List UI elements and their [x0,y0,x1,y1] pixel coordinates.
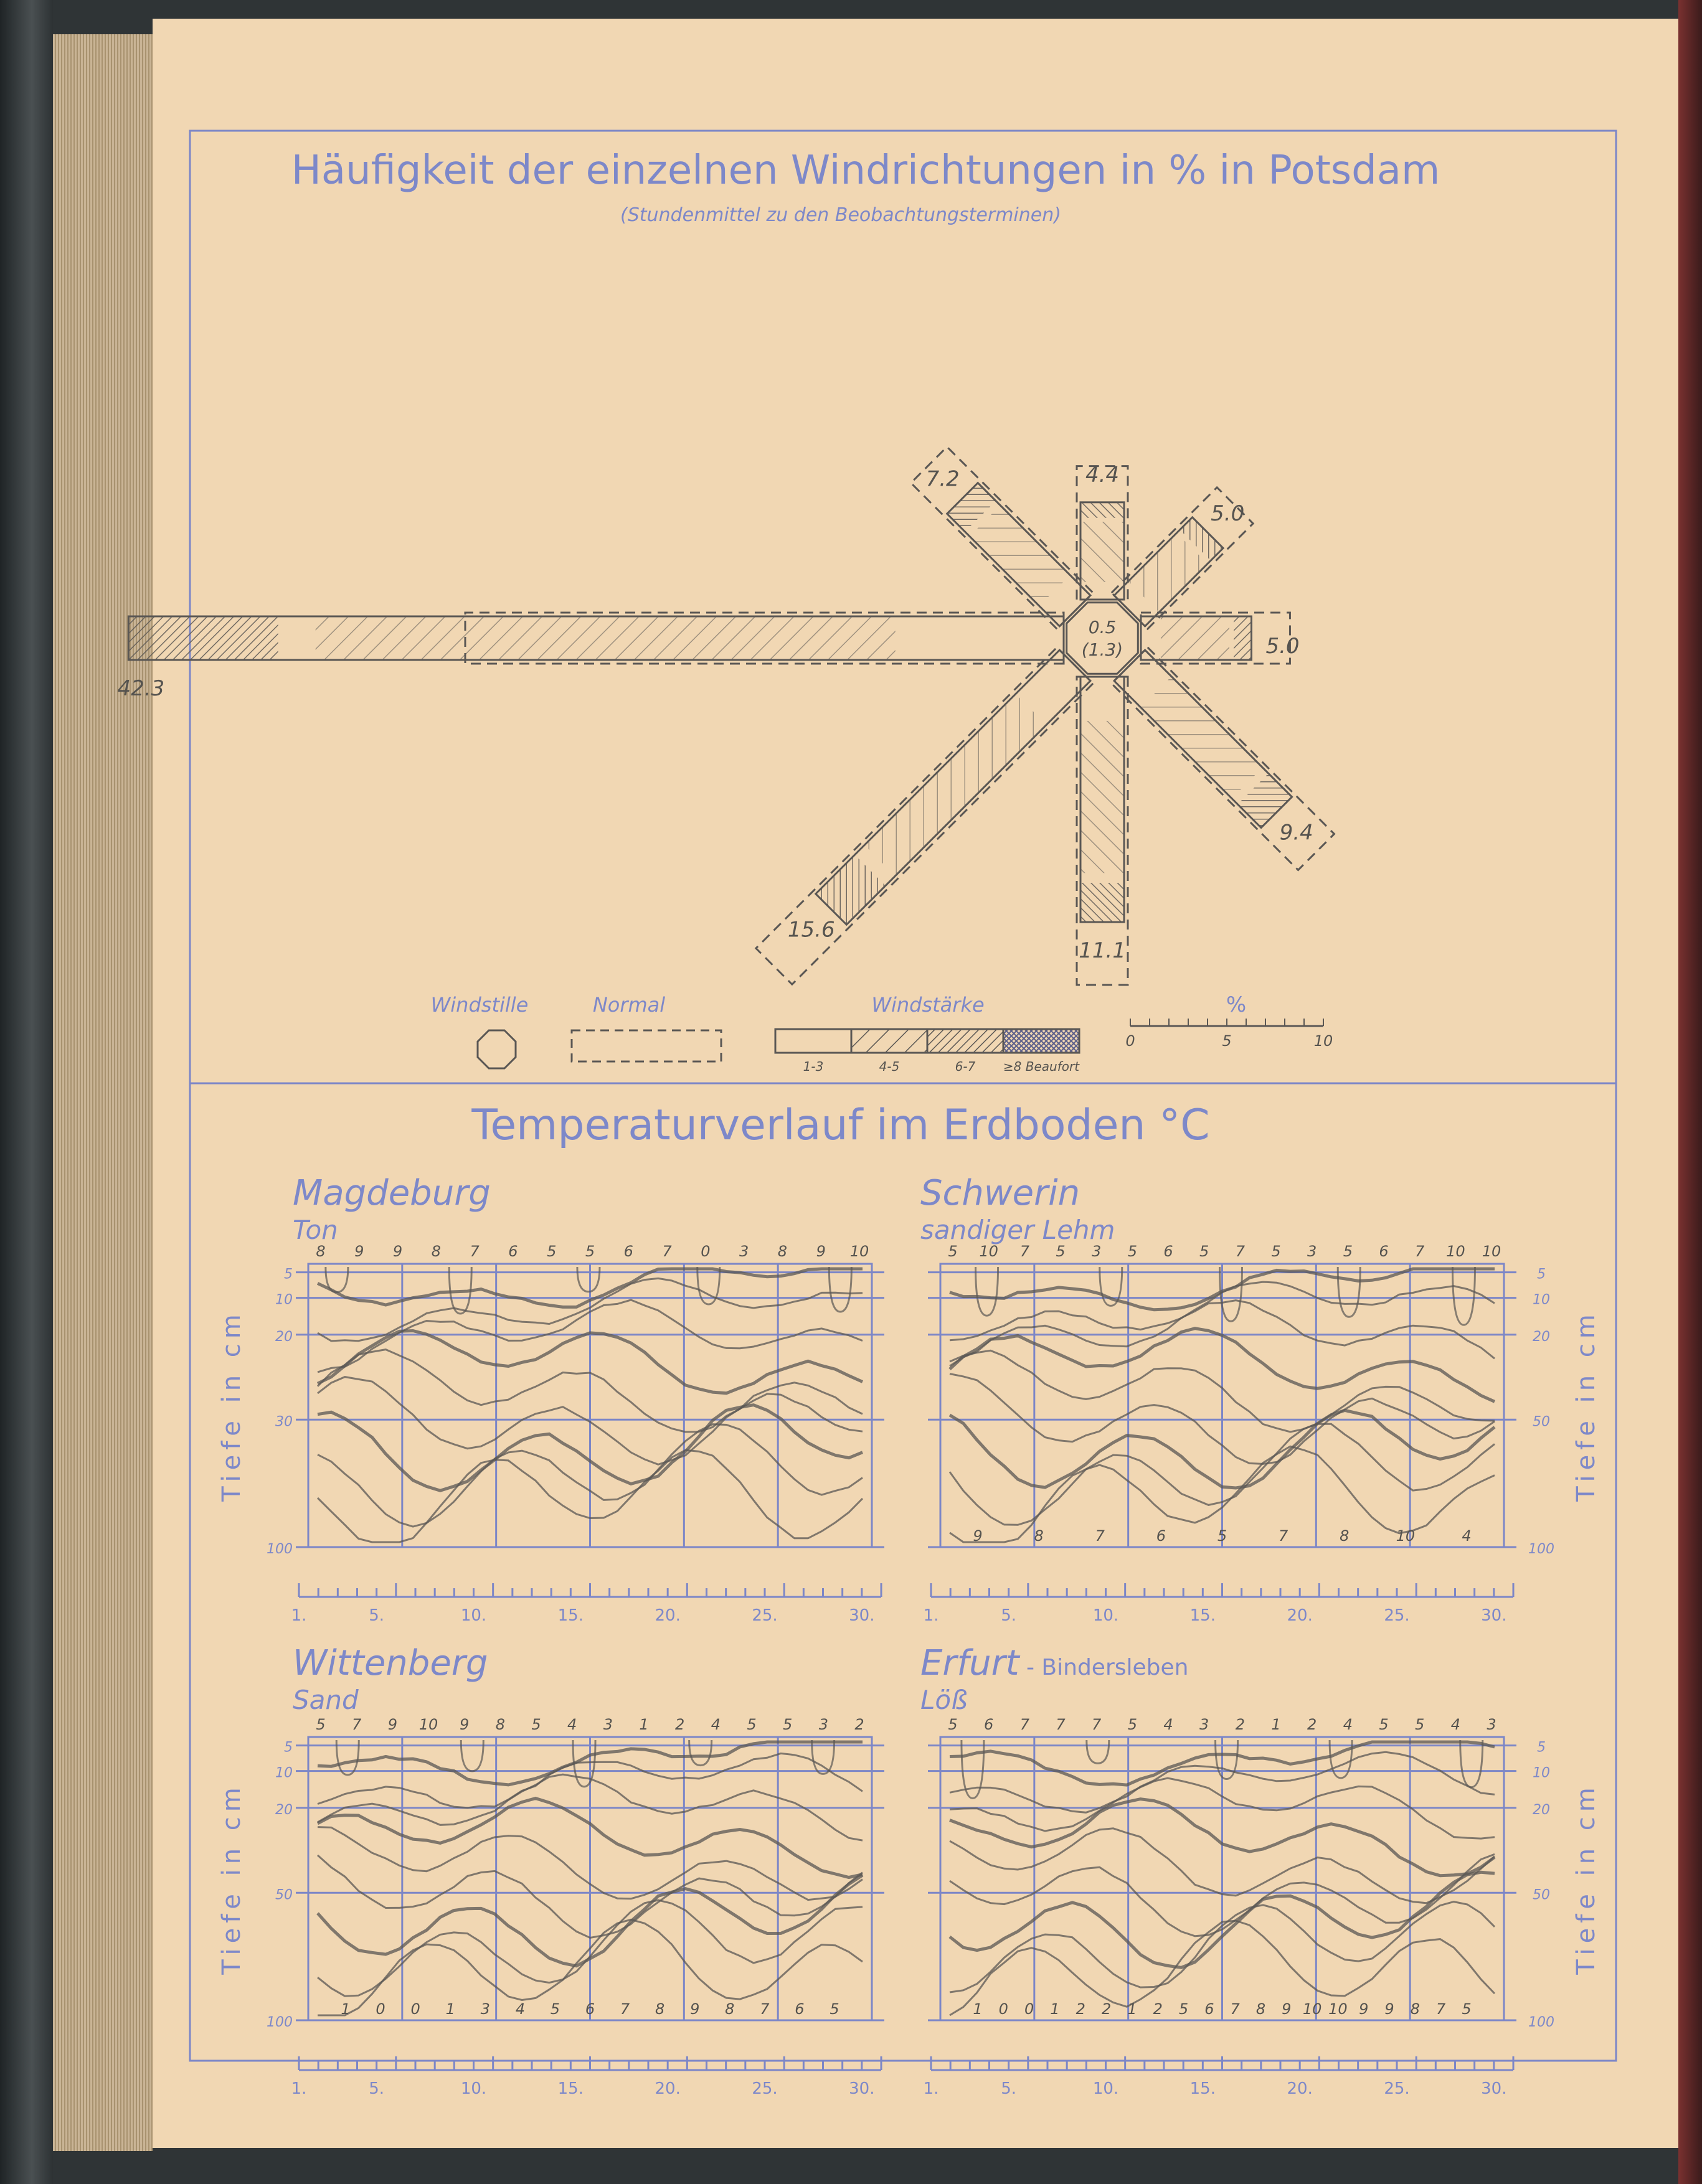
isotherm-label: 7 [620,2000,630,2018]
isotherm-label: 1 [973,2000,983,2018]
wind-value-se: 9.4 [1279,820,1313,845]
isotherm-label: 2 [1307,1716,1317,1733]
isotherm-label: 8 [655,2000,665,2018]
isotherm-label: 1 [639,1716,649,1733]
wind-value-e: 5.0 [1265,634,1300,659]
isotherm-label: 5 [1178,2000,1189,2018]
wind-value-sw: 15.6 [787,917,835,943]
isotherm-label: 5 [1462,2000,1472,2018]
day-tick-label-wittenberg: 10. [460,2079,487,2098]
isotherm-label: 4 [1343,1716,1353,1733]
isotherm-label: 0 [701,1243,711,1260]
isotherm-label: 10 [979,1243,998,1260]
day-tick-label-magdeburg: 15. [557,1606,584,1625]
surface-loop [976,1267,998,1316]
wind-subtitle: (Stundenmittel zu den Beobachtungsterminen) [620,204,1061,226]
isotherm-label: 6 [795,2000,805,2018]
isotherm-label: 4 [515,2000,525,2018]
isotherm-label: 8 [1255,2000,1266,2018]
isotherm-label: 7 [1056,1716,1066,1733]
isotherm-label: 10 [418,1716,438,1733]
isotherm-label: 7 [1092,1716,1102,1733]
isotherm-label: 9 [690,2000,700,2018]
isotherm-label: 8 [431,1243,441,1260]
isotherm-label: 2 [675,1716,685,1733]
legend-strength-class-4: ≥8 Beaufort [1003,1059,1080,1074]
isotherm-label: 5 [1056,1243,1066,1260]
isotherm-label: 3 [1092,1243,1102,1260]
wind-arm-strong-n [1080,502,1124,518]
isotherm-label: 3 [1487,1716,1496,1733]
day-tick-label-schwerin: 5. [1001,1606,1017,1625]
isotherm-label: 9 [973,1527,983,1545]
isotherm-label: 8 [316,1243,326,1260]
calm-value-normal: (1.3) [1081,639,1123,660]
surface-loop [689,1740,712,1766]
surface-loop [577,1267,600,1292]
day-tick-label-schwerin: 1. [923,1606,939,1625]
isotherm-label: 7 [1095,1527,1105,1545]
depth-label-wittenberg: 5 [284,1739,293,1756]
wind-arm-hatch-e [1161,616,1229,660]
isotherm-label: 5 [783,1716,793,1733]
isotherm-label: 3 [1199,1716,1209,1733]
isotherm-label: 9 [816,1243,826,1260]
day-tick-label-magdeburg: 20. [655,1606,681,1625]
day-tick-label-erfurt: 15. [1189,2079,1216,2098]
isotherm-label: 7 [1019,1243,1029,1260]
day-tick-label-wittenberg: 25. [752,2079,778,2098]
day-tick-label-magdeburg: 10. [460,1606,487,1625]
day-tick-label-magdeburg: 5. [369,1606,385,1625]
isotherm-label: 10 [1302,2000,1322,2018]
legend-strength-label: Windstärke [871,993,985,1017]
legend-strength-swatch-4 [1003,1029,1079,1053]
isotherm-label: 4 [567,1716,577,1733]
soil-panels [217,1173,1600,2098]
isotherm-label: 6 [1379,1243,1389,1260]
isotherm-label: 9 [387,1716,397,1733]
wind-legend [431,992,1333,1074]
isotherm-label: 2 [1101,2000,1112,2018]
station-name-erfurt: Erfurt [920,1643,1019,1683]
isotherm-label: 9 [1359,2000,1369,2018]
day-tick-label-erfurt: 1. [923,2079,939,2098]
isotherm-label: 4 [711,1716,721,1733]
isotherm-label: 8 [1034,1527,1044,1545]
day-tick-label-erfurt: 5. [1001,2079,1017,2098]
soil-panel-erfurt [920,1643,1600,2098]
depth-label-magdeburg: 30 [275,1414,293,1430]
depth-label-magdeburg: 5 [284,1266,293,1283]
depth-axis-label-erfurt: Tiefe in cm [1572,1782,1600,1975]
isotherm-label: 7 [1415,1243,1425,1260]
isotherm-label: 7 [662,1243,672,1260]
surface-loop [1087,1740,1109,1763]
soil-type-schwerin: sandiger Lehm [920,1215,1115,1245]
wind-arm-hatch-w [316,616,896,660]
isotherm-label: 7 [1019,1716,1029,1733]
isotherm-label: 7 [1436,2000,1446,2018]
legend-normal-label: Normal [592,993,666,1017]
depth-label-magdeburg: 20 [275,1329,293,1345]
depth-label-erfurt: 5 [1537,1739,1546,1756]
isotherm-label: 8 [1340,1527,1350,1545]
soil-title: Temperaturverlauf im Erdboden °C [471,1101,1210,1150]
isotherm-label: 5 [948,1243,958,1260]
isotherm-label: 10 [1446,1243,1465,1260]
station-name-magdeburg: Magdeburg [293,1173,491,1213]
legend-strength-class-3: 6-7 [955,1059,976,1074]
legend-normal-box [572,1030,721,1061]
surface-loop [1452,1267,1475,1325]
isotherm-label: 5 [585,1243,595,1260]
isotherm-label: 5 [1199,1243,1209,1260]
isotherm-label: 5 [948,1716,958,1733]
isotherm-label: 5 [1379,1716,1389,1733]
station-name-schwerin: Schwerin [920,1173,1080,1213]
isotherm-label: 5 [1127,1716,1137,1733]
isotherm-label: 0 [998,2000,1008,2018]
isotherm-label: 9 [354,1243,364,1260]
legend-strength-swatch-2 [851,1029,927,1053]
isotherm-label: 10 [1482,1243,1501,1260]
calm-value: 0.5 [1088,617,1117,638]
isotherm-label: 0 [1024,2000,1034,2018]
wind-value-nw: 7.2 [925,466,960,492]
isotherm-label: 3 [480,2000,490,2018]
depth-label-wittenberg: 50 [275,1887,293,1903]
isotherm-label: 6 [984,1716,994,1733]
legend-strength-bar [775,1029,1080,1074]
wind-arm-hatch-s [1080,721,1124,873]
day-tick-label-magdeburg: 25. [752,1606,778,1625]
depth-label-schwerin: 20 [1533,1329,1550,1345]
soil-type-magdeburg: Ton [293,1215,338,1245]
isotherm-label: 8 [1410,2000,1421,2018]
day-tick-label-schwerin: 30. [1481,1606,1507,1625]
soil-type-erfurt: Löß [920,1685,968,1715]
legend-scale-label: 10 [1313,1032,1333,1050]
day-tick-label-schwerin: 15. [1189,1606,1216,1625]
depth-label-wittenberg: 100 [267,2015,293,2030]
depth-label-wittenberg: 20 [275,1802,293,1818]
isotherm-label: 8 [495,1716,505,1733]
wind-value-ne: 5.0 [1211,501,1245,526]
isotherm-label: 9 [1384,2000,1394,2018]
depth-label-wittenberg: 10 [275,1765,293,1781]
day-tick-label-wittenberg: 20. [655,2079,681,2098]
isotherm-label: 7 [352,1716,362,1733]
isotherm-label: 3 [739,1243,749,1260]
wind-value-n: 4.4 [1085,462,1120,487]
day-tick-label-wittenberg: 1. [291,2079,307,2098]
soil-panel-schwerin [920,1173,1600,1625]
day-tick-label-schwerin: 25. [1384,1606,1410,1625]
soil-type-wittenberg: Sand [293,1685,359,1715]
isotherm-label: 6 [585,2000,595,2018]
station-suffix-erfurt: - Bindersleben [1026,1655,1189,1680]
day-tick-label-erfurt: 10. [1092,2079,1119,2098]
depth-label-magdeburg: 100 [267,1542,293,1557]
isotherm-label: 5 [1271,1243,1281,1260]
depth-label-erfurt: 50 [1533,1887,1550,1903]
depth-label-schwerin: 5 [1537,1266,1546,1283]
depth-label-erfurt: 20 [1533,1802,1550,1818]
day-tick-label-magdeburg: 1. [291,1606,307,1625]
wind-arm-strong-e [1234,616,1251,660]
isotherm-label: 0 [410,2000,420,2018]
legend-scale-label: 0 [1125,1032,1135,1050]
surface-loop [1338,1267,1360,1317]
isotherm-label: 4 [1450,1716,1460,1733]
isotherm-label: 1 [1271,1716,1281,1733]
isotherm-label: 10 [1396,1527,1416,1545]
isotherm-label: 1 [1050,2000,1060,2018]
isotherm-label: 5 [1415,1716,1425,1733]
isotherm-label: 5 [1127,1243,1137,1260]
isotherm-label: 4 [1462,1527,1472,1545]
isotherm-label: 1 [445,2000,455,2018]
isotherm-label: 10 [849,1243,869,1260]
isotherm-label: 6 [623,1243,633,1260]
wind-arm-hatch-sw [864,694,1046,876]
isotherm-label: 9 [460,1716,470,1733]
surface-loop [1460,1740,1483,1787]
day-tick-label-wittenberg: 15. [557,2079,584,2098]
isotherm-label: 5 [550,2000,560,2018]
isotherm-label: 6 [1156,1527,1166,1545]
depth-label-magdeburg: 10 [275,1292,293,1308]
day-tick-label-schwerin: 20. [1287,1606,1313,1625]
surface-loop [326,1267,348,1292]
depth-label-erfurt: 10 [1533,1765,1550,1781]
isotherm-label: 9 [392,1243,403,1260]
wind-rose [117,447,1334,985]
depth-axis-label-wittenberg: Tiefe in cm [217,1782,246,1975]
legend-scale [1125,1019,1333,1050]
isotherm-label: 6 [1204,2000,1214,2018]
wind-arm-hatch-se [1141,677,1263,799]
day-tick-label-erfurt: 20. [1287,2079,1313,2098]
day-tick-label-wittenberg: 30. [849,2079,875,2098]
depth-label-schwerin: 100 [1528,1542,1554,1557]
isotherm-label: 2 [854,1716,864,1733]
day-tick-label-magdeburg: 30. [849,1606,875,1625]
legend-calm-label: Windstille [430,993,529,1017]
isotherm-label: 1 [1127,2000,1137,2018]
calm-octagon [1067,603,1138,674]
soil-panel-magdeburg [217,1173,884,1625]
depth-label-schwerin: 50 [1533,1414,1550,1430]
wind-value-s: 11.1 [1079,938,1126,964]
isotherm-label: 5 [747,1716,757,1733]
wind-arm-strong-sw [816,855,886,925]
isotherm-label: 3 [603,1716,613,1733]
legend-scale-label: 5 [1222,1032,1232,1050]
isotherm-label: 7 [760,2000,770,2018]
day-tick-label-erfurt: 30. [1481,2079,1507,2098]
legend-strength-class-2: 4-5 [879,1059,900,1074]
legend-strength-swatch-3 [927,1029,1003,1053]
isotherm-label: 10 [1328,2000,1348,2018]
isotherm-label: 4 [1163,1716,1173,1733]
wind-arm-hatch-n [1080,522,1124,582]
surface-loop [829,1267,851,1312]
isotherm-label: 1 [341,2000,351,2018]
legend-strength-swatch-1 [775,1029,851,1053]
isotherm-label: 7 [470,1243,480,1260]
wind-arm-w [128,613,1064,664]
isotherm-label: 5 [531,1716,541,1733]
isotherm-label: 3 [818,1716,828,1733]
depth-label-schwerin: 10 [1533,1292,1550,1308]
isotherm-label: 5 [1343,1243,1353,1260]
isotherm-label: 0 [376,2000,385,2018]
isotherm-label: 2 [1235,1716,1245,1733]
isotherm-label: 5 [547,1243,557,1260]
day-tick-label-erfurt: 25. [1384,2079,1410,2098]
legend-percent-label: % [1226,992,1247,1017]
wind-value-w: 42.3 [117,676,165,701]
wind-arm-strong-s [1080,883,1124,922]
isotherm-label: 5 [316,1716,326,1733]
isotherm-label: 3 [1307,1243,1317,1260]
isotherm-label: 9 [1282,2000,1292,2018]
isotherm-label: 8 [777,1243,788,1260]
isotherm-label: 7 [1230,2000,1240,2018]
isotherm-label: 7 [1278,1527,1288,1545]
depth-label-erfurt: 100 [1528,2015,1554,2030]
day-tick-label-schwerin: 10. [1092,1606,1119,1625]
isotherm-label: 5 [830,2000,839,2018]
depth-axis-label-schwerin: Tiefe in cm [1572,1309,1600,1502]
station-name-wittenberg: Wittenberg [293,1643,488,1683]
legend-calm-octagon [478,1030,516,1068]
isotherm-label: 6 [508,1243,518,1260]
depth-axis-label-magdeburg: Tiefe in cm [217,1309,246,1502]
isotherm-label: 5 [1217,1527,1227,1545]
legend-strength-class-1: 1-3 [803,1059,824,1074]
isotherm-label: 6 [1163,1243,1173,1260]
day-tick-label-wittenberg: 5. [369,2079,385,2098]
isotherm-label: 8 [725,2000,735,2018]
isotherm-label: 7 [1235,1243,1245,1260]
soil-panel-wittenberg [217,1643,884,2098]
isotherm-label: 2 [1076,2000,1085,2018]
isotherm-label: 2 [1153,2000,1163,2018]
wind-title: Häufigkeit der einzelnen Windrichtungen in % in Potsdam [291,148,1440,194]
wind-arm-strong-w [128,616,278,660]
